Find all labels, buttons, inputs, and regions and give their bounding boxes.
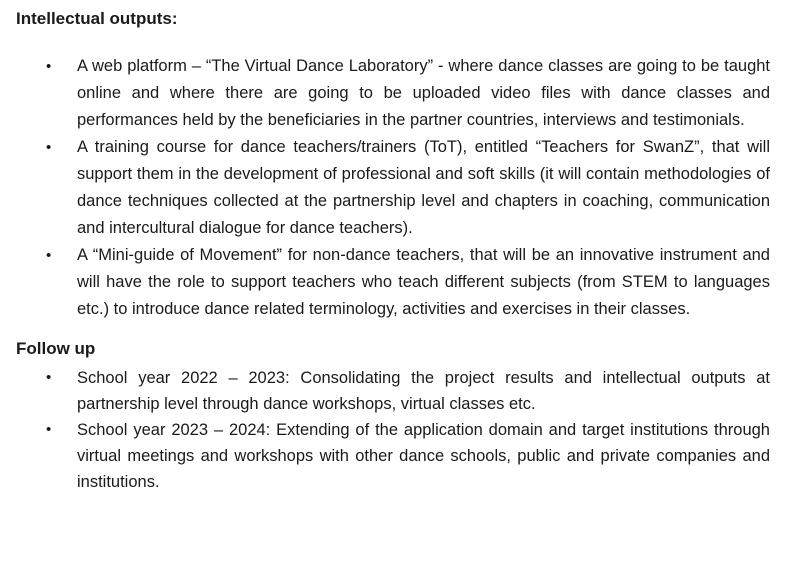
list-item bbox=[46, 53, 770, 134]
bullet-icon: • bbox=[46, 247, 52, 264]
bullet-icon: • bbox=[46, 139, 52, 156]
list-item-text: A web platform – “The Virtual Dance Laboratory” - where dance classes are going to be taught online and where there are going to be uploaded video files with dance classes and performances held by the beneficiaries in the partner countries, interviews and testimonials. bbox=[77, 57, 770, 129]
intellectual-outputs-heading: Intellectual outputs: bbox=[16, 9, 178, 28]
list-item-text: School year 2022 – 2023: Consolidating the project results and intellectual outputs at partnership level through dance workshops, virtual classes etc. bbox=[77, 369, 770, 413]
follow-up-heading: Follow up bbox=[16, 339, 96, 358]
intellectual-outputs-list bbox=[16, 53, 770, 323]
bullet-icon: • bbox=[46, 421, 52, 438]
list-item-text: A training course for dance teachers/trainers (ToT), entitled “Teachers for SwanZ”, that will support them in the development of professional and soft skills (it will contain methodologies of dance techniques collected at the partnership level and chapters in coaching, communication and intercultural dialogue for dance teachers). bbox=[77, 138, 770, 237]
follow-up-list bbox=[16, 365, 770, 495]
bullet-icon: • bbox=[46, 58, 52, 75]
bullet-icon: • bbox=[46, 369, 52, 386]
list-item bbox=[46, 242, 770, 323]
list-item-text: School year 2023 – 2024: Extending of the application domain and target institutions through virtual meetings and workshops with other dance schools, public and private companies and institutions. bbox=[77, 421, 770, 491]
list-item bbox=[46, 134, 770, 242]
list-item-text: A “Mini-guide of Movement” for non-dance teachers, that will be an innovative instrument and will have the role to support teachers who teach different subjects (from STEM to languages etc.) to introduce dance related terminology, activities and exercises in their classes. bbox=[77, 246, 770, 318]
list-item bbox=[46, 365, 770, 417]
list-item bbox=[46, 417, 770, 495]
